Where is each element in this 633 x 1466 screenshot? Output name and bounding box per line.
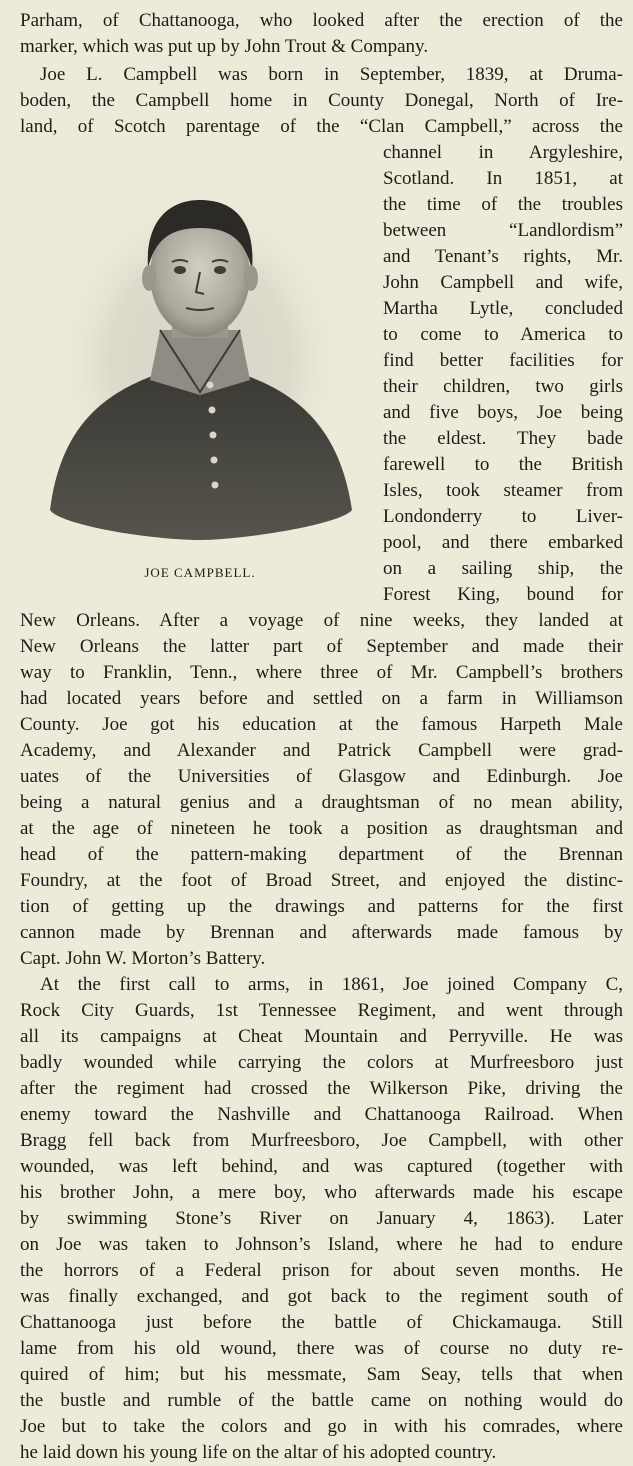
text-line: on Joe was taken to Johnson’s Island, where he had to endure [20,1234,623,1255]
text-line: lame from his old wound, there was of course no duty re- [20,1338,623,1359]
text-line: Forest King, bound for [383,584,623,605]
text-line: Rock City Guards, 1st Tennessee Regiment, and went through [20,1000,623,1021]
text-line: after the regiment had crossed the Wilkerson Pike, driving the [20,1078,623,1099]
text-line: their children, two girls [383,376,623,397]
text-line: uates of the Universities of Glasgow and Edinburgh. Joe [20,766,623,787]
text-line: Isles, took steamer from [383,480,623,501]
text-line: Bragg fell back from Murfreesboro, Joe Campbell, with other [20,1130,623,1151]
portrait-caption: JOE CAMPBELL. [144,565,256,580]
text-line: wounded, was left behind, and was captured (together with [20,1156,623,1177]
text-line: Foundry, at the foot of Broad Street, and enjoyed the distinc- [20,870,623,891]
text-line: enemy toward the Nashville and Chattanooga Railroad. When [20,1104,623,1125]
text-line: New Orleans the latter part of September and made their [20,636,623,657]
text-line: Chattanooga just before the battle of Chickamauga. Still [20,1312,623,1333]
text-line: his brother John, a mere boy, who afterwards made his escape [20,1182,623,1203]
text-line: to come to America to [383,324,623,345]
text-line: County. Joe got his education at the famous Harpeth Male [20,714,623,735]
text-line: Joe but to take the colors and go in with his comrades, where [20,1416,623,1437]
text-line: quired of him; but his messmate, Sam Seay, tells that when [20,1364,623,1385]
portrait-image [40,180,360,580]
text-line: farewell to the British [383,454,623,475]
text-line: Academy, and Alexander and Patrick Campbell were grad- [20,740,623,761]
text-line: John Campbell and wife, [383,272,623,293]
text-line: all its campaigns at Cheat Mountain and Perryville. He was [20,1026,623,1047]
text-line: find better facilities for [383,350,623,371]
text-line: channel in Argyleshire, [383,142,623,163]
text-line: was finally exchanged, and got back to the regiment south of [20,1286,623,1307]
text-line: pool, and there embarked [383,532,623,553]
text-line: he laid down his young life on the altar of his adopted country. [20,1442,497,1463]
portrait-figure [40,180,360,580]
text-line: Londonderry to Liver- [383,506,623,527]
text-line: had located years before and settled on a farm in Williamson [20,688,623,709]
text-line: Joe L. Campbell was born in September, 1839, at Druma- [40,64,623,85]
text-line: land, of Scotch parentage of the “Clan Campbell,” across the [20,116,623,137]
text-line: head of the pattern-making department of the Brennan [20,844,623,865]
text-line: the horrors of a Federal prison for about seven months. He [20,1260,623,1281]
text-line: between “Landlordism” [383,220,623,241]
text-line: New Orleans. After a voyage of nine weeks, they landed at [20,610,623,631]
text-line: and five boys, Joe being [383,402,623,423]
text-line: at the age of nineteen he took a position as draughtsman and [20,818,623,839]
text-line: Martha Lytle, concluded [383,298,623,319]
text-line: cannon made by Brennan and afterwards made famous by [20,922,623,943]
text-line: by swimming Stone’s River on January 4, 1863). Later [20,1208,623,1229]
text-line: marker, which was put up by John Trout & Company. [20,36,429,57]
text-line: badly wounded while carrying the colors at Murfreesboro just [20,1052,623,1073]
text-line: Scotland. In 1851, at [383,168,623,189]
text-line: the bustle and rumble of the battle came on nothing would do [20,1390,623,1411]
text-line: on a sailing ship, the [383,558,623,579]
text-line: being a natural genius and a draughtsman of no mean ability, [20,792,623,813]
text-line: the time of the troubles [383,194,623,215]
text-line: and Tenant’s rights, Mr. [383,246,623,267]
text-line: way to Franklin, Tenn., where three of Mr. Campbell’s brothers [20,662,623,683]
text-line: Capt. John W. Morton’s Battery. [20,948,266,969]
text-line: the eldest. They bade [383,428,623,449]
text-line: At the first call to arms, in 1861, Joe joined Company C, [40,974,623,995]
text-line: Parham, of Chattanooga, who looked after the erection of the [20,10,623,31]
text-line: tion of getting up the drawings and patterns for the first [20,896,623,917]
text-line: boden, the Campbell home in County Donegal, North of Ire- [20,90,623,111]
